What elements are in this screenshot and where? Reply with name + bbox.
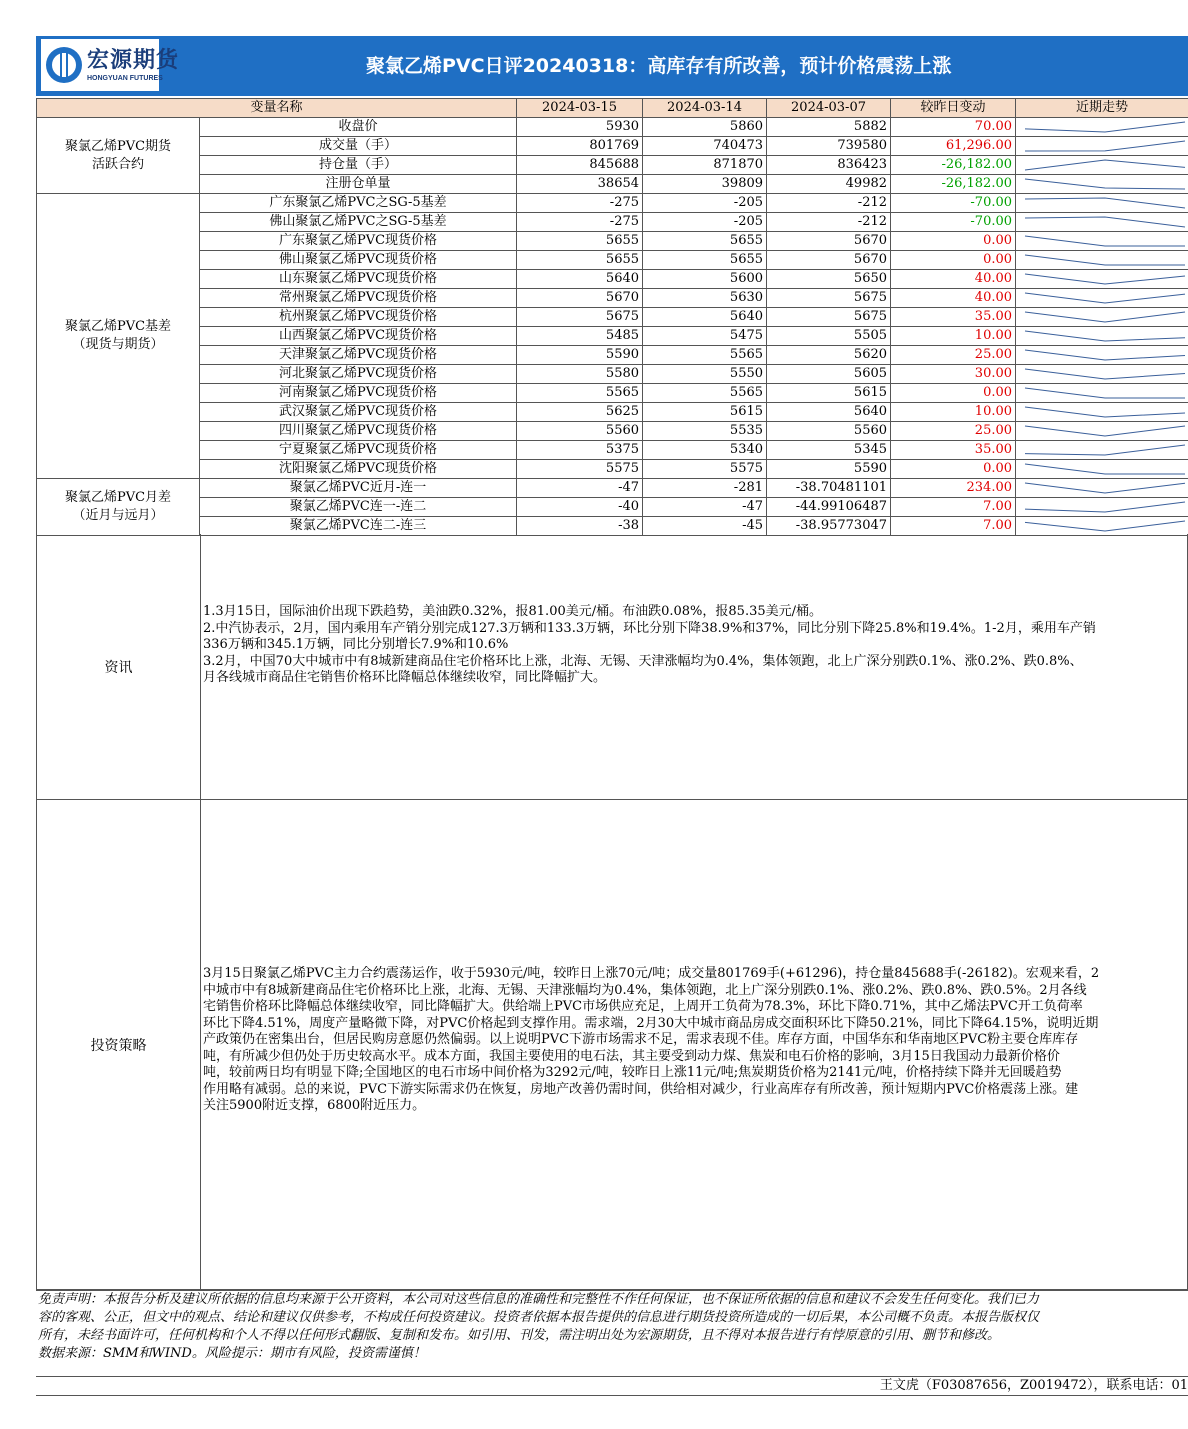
- strategy-label: 投资策略: [37, 800, 201, 1289]
- sparkline-line: [1025, 483, 1185, 493]
- table-row: [37, 479, 1188, 498]
- sparkline-line: [1025, 236, 1185, 246]
- report-header: [36, 36, 1188, 96]
- sparkline-chart: [1019, 194, 1188, 212]
- sparkline-line: [1025, 274, 1185, 284]
- value-date-2: 5860: [643, 118, 767, 137]
- sparkline: [1016, 118, 1188, 137]
- value-date-2: 5340: [643, 441, 767, 460]
- sparkline: [1016, 327, 1188, 346]
- value-date-3: -44.99106487: [767, 498, 891, 517]
- variable-name: 成交量（手）: [200, 137, 517, 156]
- value-date-1: 5930: [517, 118, 643, 137]
- sparkline-chart: [1019, 175, 1188, 193]
- sparkline: [1016, 175, 1188, 194]
- sparkline: [1016, 479, 1188, 498]
- value-date-1: -275: [517, 213, 643, 232]
- sparkline-line: [1025, 407, 1185, 417]
- table-row: [37, 517, 1188, 536]
- sparkline-chart: [1019, 213, 1188, 231]
- value-date-2: 5655: [643, 251, 767, 270]
- sparkline-line: [1025, 331, 1185, 341]
- sparkline-line: [1025, 122, 1185, 132]
- logo-emblem-icon: [45, 43, 83, 87]
- value-date-2: -205: [643, 194, 767, 213]
- value-date-2: -45: [643, 517, 767, 536]
- value-date-3: 5505: [767, 327, 891, 346]
- table-row: [37, 327, 1188, 346]
- table-row: [37, 308, 1188, 327]
- value-date-1: -275: [517, 194, 643, 213]
- table-header-row: [37, 99, 1188, 118]
- table-row: [37, 346, 1188, 365]
- table-row: [37, 232, 1188, 251]
- sparkline-line: [1025, 350, 1185, 360]
- header-change: 较昨日变动: [891, 99, 1016, 118]
- sparkline-chart: [1019, 232, 1188, 250]
- daily-change: 25.00: [891, 346, 1016, 365]
- sparkline-chart: [1019, 441, 1188, 459]
- value-date-2: 5550: [643, 365, 767, 384]
- sparkline-chart: [1019, 346, 1188, 364]
- value-date-3: 5675: [767, 289, 891, 308]
- value-date-2: -205: [643, 213, 767, 232]
- variable-name: 沈阳聚氯乙烯PVC现货价格: [200, 460, 517, 479]
- daily-change: 10.00: [891, 403, 1016, 422]
- table-row: [37, 175, 1188, 194]
- daily-change: 25.00: [891, 422, 1016, 441]
- sparkline-chart: [1019, 156, 1188, 174]
- report-title: 聚氯乙烯PVC日评20240318：高库存有所改善，预计价格震荡上涨: [366, 55, 952, 77]
- disclaimer: 免责声明：本报告分析及建议所依据的信息均来源于公开资料，本公司对这些信息的准确性和完整性不作任何保证，也不保证所依据的信息和建议不会发生任何变化。我们已力 容的客观、公正，但文中的观点、结论和建议仅供参考，不构成任何投资建议。投资者依据本报告提供的信息进行期货投资所造成的一切后果，本公司概不负责。本报告版权仅 所有，未经书面许可，任何机构和个人不得以任何形式翻版、复制和发布。如引用、刊发，需注明出处为宏源期货，且不得对本报告进行有悖原意的引用、删节和修改。 数据来源：SMM和WIND。风险提示：期市有风险，投资需谨慎！: [36, 1290, 1188, 1376]
- header-trend: 近期走势: [1016, 99, 1188, 118]
- value-date-2: 5535: [643, 422, 767, 441]
- news-label: 资讯: [37, 534, 201, 799]
- daily-change: -70.00: [891, 213, 1016, 232]
- sparkline-line: [1025, 521, 1185, 531]
- sparkline: [1016, 270, 1188, 289]
- sparkline-chart: [1019, 251, 1188, 269]
- variable-name: 收盘价: [200, 118, 517, 137]
- variable-name: 持仓量（手）: [200, 156, 517, 175]
- header-date-2: 2024-03-14: [643, 99, 767, 118]
- value-date-1: 5655: [517, 251, 643, 270]
- sparkline-chart: [1019, 403, 1188, 421]
- sparkline-chart: [1019, 137, 1188, 155]
- value-date-1: 5655: [517, 232, 643, 251]
- table-row: [37, 156, 1188, 175]
- value-date-1: 5640: [517, 270, 643, 289]
- daily-change: 10.00: [891, 327, 1016, 346]
- table-row: [37, 460, 1188, 479]
- variable-name: 山西聚氯乙烯PVC现货价格: [200, 327, 517, 346]
- row-group-label: 聚氯乙烯PVC基差 （现货与期货）: [37, 194, 200, 479]
- table-row: [37, 213, 1188, 232]
- value-date-3: 5640: [767, 403, 891, 422]
- sparkline-chart: [1019, 479, 1188, 497]
- value-date-3: 5605: [767, 365, 891, 384]
- daily-change: 0.00: [891, 232, 1016, 251]
- value-date-1: 38654: [517, 175, 643, 194]
- value-date-3: -38.70481101: [767, 479, 891, 498]
- sparkline-line: [1025, 198, 1185, 208]
- value-date-1: -40: [517, 498, 643, 517]
- sparkline-line: [1025, 388, 1185, 398]
- value-date-2: 5575: [643, 460, 767, 479]
- sparkline: [1016, 441, 1188, 460]
- value-date-2: 5565: [643, 346, 767, 365]
- sparkline-chart: [1019, 365, 1188, 383]
- sparkline: [1016, 498, 1188, 517]
- value-date-1: 5675: [517, 308, 643, 327]
- sparkline: [1016, 346, 1188, 365]
- daily-change: 35.00: [891, 441, 1016, 460]
- value-date-2: 5655: [643, 232, 767, 251]
- sparkline: [1016, 213, 1188, 232]
- daily-change: 0.00: [891, 460, 1016, 479]
- table-row: [37, 384, 1188, 403]
- sparkline-chart: [1019, 422, 1188, 440]
- value-date-2: 871870: [643, 156, 767, 175]
- sparkline-line: [1025, 464, 1185, 474]
- value-date-1: 5375: [517, 441, 643, 460]
- variable-name: 宁夏聚氯乙烯PVC现货价格: [200, 441, 517, 460]
- value-date-2: 5475: [643, 327, 767, 346]
- variable-name: 四川聚氯乙烯PVC现货价格: [200, 422, 517, 441]
- daily-change: -70.00: [891, 194, 1016, 213]
- value-date-1: 5590: [517, 346, 643, 365]
- sparkline: [1016, 384, 1188, 403]
- value-date-2: 39809: [643, 175, 767, 194]
- sparkline: [1016, 460, 1188, 479]
- row-group-label: 聚氯乙烯PVC月差 （近月与远月）: [37, 479, 200, 536]
- daily-change: -26,182.00: [891, 175, 1016, 194]
- table-row: [37, 441, 1188, 460]
- sparkline-line: [1025, 141, 1185, 151]
- strategy-section: [36, 800, 1188, 1290]
- sparkline-chart: [1019, 270, 1188, 288]
- daily-change: 0.00: [891, 251, 1016, 270]
- value-date-3: 49982: [767, 175, 891, 194]
- value-date-3: -38.95773047: [767, 517, 891, 536]
- value-date-1: 5485: [517, 327, 643, 346]
- sparkline-chart: [1019, 118, 1188, 136]
- row-group-label: 聚氯乙烯PVC期货 活跃合约: [37, 118, 200, 194]
- variable-name: 广东聚氯乙烯PVC之SG-5基差: [200, 194, 517, 213]
- sparkline-line: [1025, 217, 1185, 227]
- value-date-2: 5630: [643, 289, 767, 308]
- sparkline-line: [1025, 445, 1185, 455]
- variable-name: 注册仓单量: [200, 175, 517, 194]
- sparkline-line: [1025, 293, 1185, 303]
- value-date-3: 5590: [767, 460, 891, 479]
- sparkline: [1016, 308, 1188, 327]
- variable-name: 佛山聚氯乙烯PVC之SG-5基差: [200, 213, 517, 232]
- table-row: [37, 270, 1188, 289]
- sparkline-chart: [1019, 327, 1188, 345]
- daily-change: 35.00: [891, 308, 1016, 327]
- variable-name: 聚氯乙烯PVC连二-连三: [200, 517, 517, 536]
- variable-name: 常州聚氯乙烯PVC现货价格: [200, 289, 517, 308]
- value-date-2: 5640: [643, 308, 767, 327]
- value-date-2: 5615: [643, 403, 767, 422]
- sparkline-line: [1025, 179, 1185, 189]
- value-date-1: 5575: [517, 460, 643, 479]
- table-row: [37, 422, 1188, 441]
- value-date-1: -38: [517, 517, 643, 536]
- sparkline: [1016, 517, 1188, 536]
- table-row: [37, 498, 1188, 517]
- value-date-1: 5560: [517, 422, 643, 441]
- analyst-signature: 王文虎（F03087656，Z0019472），联系电话：01: [36, 1376, 1188, 1396]
- daily-change: 40.00: [891, 289, 1016, 308]
- variable-name: 聚氯乙烯PVC连一-连二: [200, 498, 517, 517]
- sparkline: [1016, 289, 1188, 308]
- value-date-3: 5675: [767, 308, 891, 327]
- sparkline: [1016, 403, 1188, 422]
- sparkline-line: [1025, 426, 1185, 436]
- variable-name: 武汉聚氯乙烯PVC现货价格: [200, 403, 517, 422]
- value-date-3: 5620: [767, 346, 891, 365]
- header-date-3: 2024-03-07: [767, 99, 891, 118]
- daily-change: 61,296.00: [891, 137, 1016, 156]
- sparkline-line: [1025, 369, 1185, 379]
- value-date-2: 5600: [643, 270, 767, 289]
- sparkline: [1016, 156, 1188, 175]
- sparkline-line: [1025, 312, 1185, 322]
- daily-change: 0.00: [891, 384, 1016, 403]
- table-row: [37, 365, 1188, 384]
- variable-name: 河北聚氯乙烯PVC现货价格: [200, 365, 517, 384]
- sparkline-line: [1025, 160, 1185, 170]
- table-row: [37, 118, 1188, 137]
- value-date-3: 5560: [767, 422, 891, 441]
- value-date-1: 5580: [517, 365, 643, 384]
- value-date-1: 845688: [517, 156, 643, 175]
- variable-name: 天津聚氯乙烯PVC现货价格: [200, 346, 517, 365]
- table-row: [37, 289, 1188, 308]
- logo-text-cn: 宏源期货: [87, 48, 180, 73]
- variable-name: 佛山聚氯乙烯PVC现货价格: [200, 251, 517, 270]
- table-row: [37, 251, 1188, 270]
- daily-change: 40.00: [891, 270, 1016, 289]
- value-date-2: 5565: [643, 384, 767, 403]
- value-date-1: 5625: [517, 403, 643, 422]
- value-date-1: 5565: [517, 384, 643, 403]
- sparkline: [1016, 232, 1188, 251]
- value-date-3: 5670: [767, 251, 891, 270]
- variable-name: 河南聚氯乙烯PVC现货价格: [200, 384, 517, 403]
- company-logo: [41, 39, 180, 91]
- value-date-3: -212: [767, 213, 891, 232]
- daily-change: 234.00: [891, 479, 1016, 498]
- value-date-3: 836423: [767, 156, 891, 175]
- value-date-1: 801769: [517, 137, 643, 156]
- logo-text-en: HONGYUAN FUTURES: [87, 75, 163, 82]
- daily-change: 70.00: [891, 118, 1016, 137]
- value-date-3: 5650: [767, 270, 891, 289]
- daily-change: 7.00: [891, 517, 1016, 536]
- value-date-2: 740473: [643, 137, 767, 156]
- sparkline-chart: [1019, 517, 1188, 535]
- value-date-3: 5882: [767, 118, 891, 137]
- daily-change: 7.00: [891, 498, 1016, 517]
- variable-name: 聚氯乙烯PVC近月-连一: [200, 479, 517, 498]
- header-variable: 变量名称: [37, 99, 517, 118]
- variable-name: 广东聚氯乙烯PVC现货价格: [200, 232, 517, 251]
- variable-name: 山东聚氯乙烯PVC现货价格: [200, 270, 517, 289]
- daily-change: 30.00: [891, 365, 1016, 384]
- news-section: [36, 534, 1188, 800]
- news-text: 1.3月15日，国际油价出现下跌趋势，美油跌0.32%，报81.00美元/桶。布油跌0.08%，报85.35美元/桶。 2.中汽协表示，2月，国内乘用车产销分别完成127.3万辆和133.3万辆，环比分别下降38.9%和37%，同比分别下降25.8%和19.4%。1-2月，乘用车产销 336万辆和345.1万辆，同比分别增长7.9%和10.6% 3.2月，中国70大中城市中有8城新建商品住宅价格环比上涨，北海、无锡、天津涨幅均为0.4%，集体领跑，北上广深分别跌0.1%、涨0.2%、跌0.8%、 月各线城市商品住宅销售价格环比降幅总体继续收窄，同比降幅扩大。: [203, 604, 1096, 685]
- sparkline-chart: [1019, 384, 1188, 402]
- sparkline: [1016, 422, 1188, 441]
- table-row: [37, 194, 1188, 213]
- value-date-3: 5670: [767, 232, 891, 251]
- sparkline-line: [1025, 502, 1185, 512]
- sparkline: [1016, 365, 1188, 384]
- variable-name: 杭州聚氯乙烯PVC现货价格: [200, 308, 517, 327]
- daily-change: -26,182.00: [891, 156, 1016, 175]
- data-table: [36, 98, 1188, 536]
- value-date-1: -47: [517, 479, 643, 498]
- value-date-2: -281: [643, 479, 767, 498]
- value-date-3: 5615: [767, 384, 891, 403]
- sparkline-chart: [1019, 308, 1188, 326]
- value-date-3: 5345: [767, 441, 891, 460]
- table-row: [37, 137, 1188, 156]
- header-date-1: 2024-03-15: [517, 99, 643, 118]
- sparkline: [1016, 137, 1188, 156]
- value-date-2: -47: [643, 498, 767, 517]
- table-row: [37, 403, 1188, 422]
- sparkline-line: [1025, 255, 1185, 265]
- sparkline-chart: [1019, 289, 1188, 307]
- value-date-3: 739580: [767, 137, 891, 156]
- sparkline-chart: [1019, 498, 1188, 516]
- sparkline-chart: [1019, 460, 1188, 478]
- sparkline: [1016, 194, 1188, 213]
- value-date-3: -212: [767, 194, 891, 213]
- sparkline: [1016, 251, 1188, 270]
- value-date-1: 5670: [517, 289, 643, 308]
- strategy-text: 3月15日聚氯乙烯PVC主力合约震荡运作，收于5930元/吨，较昨日上涨70元/吨；成交量801769手(+61296)，持仓量845688手(-26182)。宏观来看，2 中城市中有8城新建商品住宅价格环比上涨，北海、无锡、天津涨幅均为0.4%，集体领跑，北上广深分别跌0.1%、涨0.2%、跌0.8%、跌0.5%。2月各线 宅销售价格环比降幅总体继续收窄，同比降幅扩大。供给端上PVC市场供应充足，上周开工负荷为78.3%，环比下降0.71%，其中乙烯法PVC开工负荷率 环比下降4.51%，周度产量略微下降，对PVC价格起到支撑作用。需求端，2月30大中城市商品房成交面积环比下降50.21%，同比下降64.15%，说明近期 产政策仍在密集出台，但居民购房意愿仍然偏弱。以上说明PVC下游市场需求不足，需求表现不佳。库存方面，中国华东和华南地区PVC粉主要仓库库存 吨，有所减少但仍处于历史较高水平。成本方面，我国主要使用的电石法，其主要受到动力煤、焦炭和电石价格的影响，3月15日我国动力最新价格价 吨，较前两日均有明显下降;全国地区的电石市场中间价格为3292元/吨，较昨日上涨11元/吨;焦炭期货价格为2141元/吨，价格持续下降并无回暖趋势 作用略有减弱。总的来说，PVC下游实际需求仍在恢复，房地产改善仍需时间，供给相对减少，行业高库存有所改善，预计短期内PVC价格震荡上涨。建 关注5900附近支撑，6800附近压力。: [203, 966, 1100, 1113]
